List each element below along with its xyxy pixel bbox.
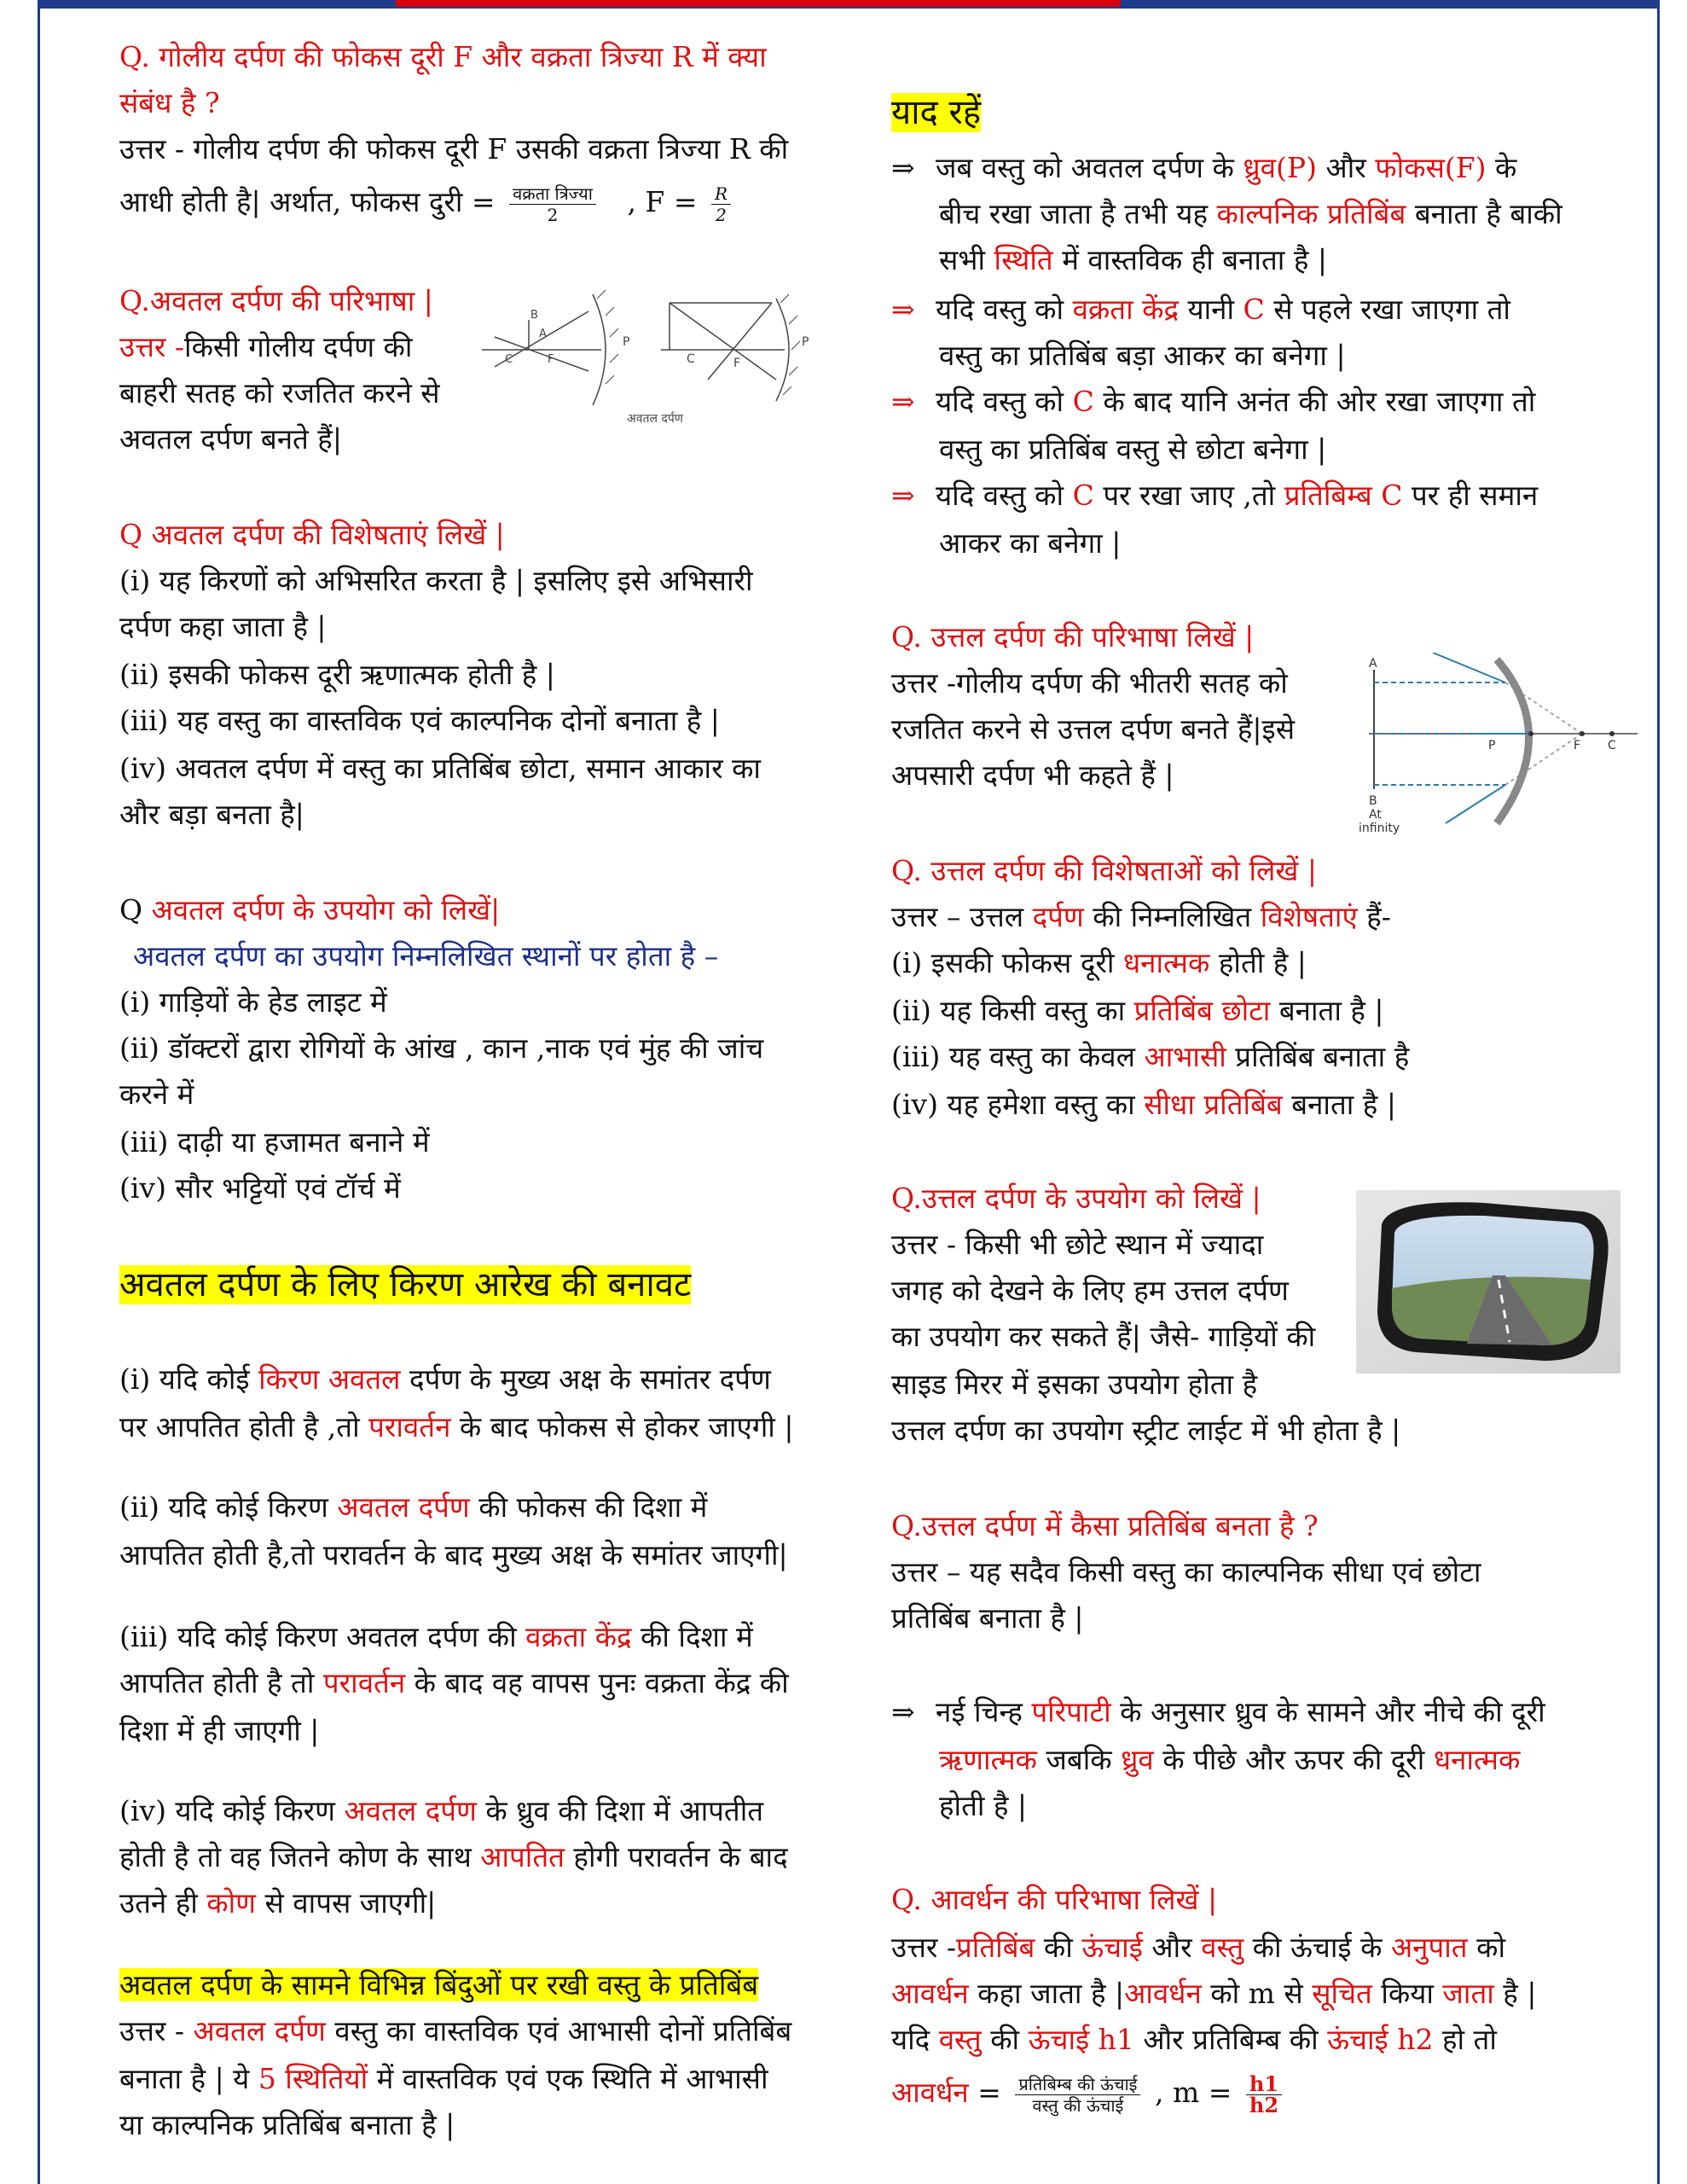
ray-rule-3-line3: दिशा में ही जाएगी | [119,1714,320,1747]
q1-answer: उत्तर - गोलीय दर्पण की फोकस दूरी F उसकी वक्रता त्रिज्या R की [119,132,789,166]
q6-item: (iii) यह वस्तु का केवल आभासी प्रतिबिंब बनाता है [891,1040,1410,1073]
images-answer: उत्तर - अवतल दर्पण वस्तु का वास्तविक एवं आभासी दोनों प्रतिबिंब [119,2014,792,2048]
q1-title: Q. गोलीय दर्पण की फोकस दूरी F और वक्रता त्रिज्या R में क्या [119,40,767,73]
ray-rule-3-line2: आपतित होती है तो परावर्तन के बाद वह वापस पुनः वक्रता केंद्र की [119,1666,789,1699]
q7-title: Q.उत्तल दर्पण के उपयोग को लिखें | [891,1182,1261,1215]
q8-answer-line2: प्रतिबिंब बनाता है | [891,1601,1084,1635]
top-banner [38,0,1660,9]
q6-title: Q. उत्तल दर्पण की विशेषताओं को लिखें | [891,854,1318,887]
q5-answer-line3: अपसारी दर्पण भी कहते हैं | [891,758,1174,792]
remember-point-3-line2: वस्तु का प्रतिबिंब वस्तु से छोटा बनेगा | [939,433,1327,466]
q5-answer-line2: रजतित करने से उत्तल दर्पण बनते हैं|इसे [891,712,1296,746]
ray-rule-4: (iv) यदि कोई किरण अवतल दर्पण के ध्रुव की दिशा में आपतीत [119,1794,764,1827]
yaad-heading: याद रहें [891,93,982,132]
q4-item: (iv) सौर भट्टियों एवं टॉर्च में [119,1171,401,1205]
q9-answer-line2: आवर्धन कहा जाता है |आवर्धन को m से सूचित किया जाता है | [891,1977,1537,2010]
ray-rule-1: (i) यदि कोई किरण अवतल दर्पण के मुख्य अक्ष के समांतर दर्पण [119,1362,771,1396]
convex-label-a: A [1369,657,1377,671]
convex-label-c: C [1608,739,1616,752]
q2-answer-line2: बाहरी सतह को रजतित करने से [119,376,440,410]
convex-label-b: B [1369,794,1377,808]
convex-label-p: P [1488,739,1496,752]
concave-mirror-diagram [478,286,819,431]
fraction-radius: $\frac{\text{वक्रता त्रिज्या}}{2}$ [509,183,596,225]
q5-answer: उत्तर -गोलीय दर्पण की भीतरी सतह को [891,666,1288,700]
svg-text:F: F [733,357,741,370]
q7-answer-line2: जगह को देखने के लिए हम उत्तल दर्पण [891,1274,1289,1307]
q9-answer-line3: यदि वस्तु की ऊंचाई h1 और प्रतिबिम्ब की ऊंचाई h2 हो तो [891,2023,1497,2056]
convex-label-at: At [1369,808,1382,822]
images-answer-line2: बनाता है | ये 5 स्थितियों में वास्तविक एवं एक स्थिति में आभासी [119,2062,768,2095]
q3-item: और बड़ा बनता है| [119,798,304,831]
q2-title: Q.अवतल दर्पण की परिभाषा | [119,284,433,317]
remember-point-2-line2: वस्तु का प्रतिबिंब बड़ा आकर का बनेगा | [939,339,1346,372]
ray-rule-4-line2: होती है तो वह जितने कोण के साथ आपतित होगी परावर्तन के बाद [119,1840,788,1873]
svg-text:C: C [505,353,513,366]
ray-rule-4-line3: उतने ही कोण से वापस जाएगी| [119,1886,437,1920]
sign-convention-line2: ऋणात्मक जबकि ध्रुव के पीछे और ऊपर की दूरी धनात्मक [939,1743,1521,1776]
q5-title: Q. उत्तल दर्पण की परिभाषा लिखें | [891,620,1255,653]
q4-item: (iii) दाढ़ी या हजामत बनाने में [119,1125,430,1159]
q9-title: Q. आवर्धन की परिभाषा लिखें | [891,1883,1218,1916]
remember-point-1-line3: सभी स्थिति में वास्तविक ही बनाता है | [939,243,1327,276]
ray-diagram-heading: अवतल दर्पण के लिए किरण आरेख की बनावट [119,1265,692,1304]
svg-text:A: A [539,328,547,340]
q1-title-cont: संबंध है ? [119,86,220,119]
q4-title: Q अवतल दर्पण के उपयोग को लिखें| [119,893,501,926]
q4-item: करने में [119,1077,194,1111]
svg-text:P: P [802,335,809,349]
q9-formula: आवर्धन = $\frac{\text{प्रतिबिम्ब की ऊंचाई}}{\text{वस्तु की ऊंचाई}}$ , m = $\frac{h1}{h2}$ [891,2070,1287,2116]
images-heading: अवतल दर्पण के सामने विभिन्न बिंदुओं पर रखी वस्तु के प्रतिबिंब [119,1968,759,2001]
q7-answer-line5: उत्तल दर्पण का उपयोग स्ट्रीट लाईट में भी होता है | [891,1414,1401,1447]
q9-answer: उत्तर -प्रतिबिंब की ऊंचाई और वस्तु की ऊंचाई के अनुपात को [891,1931,1505,1964]
q3-item: (i) यह किरणों को अभिसरित करता है | इसलिए इसे अभिसारी [119,564,753,597]
q4-item: (i) गाड़ियों के हेड लाइट में [119,985,387,1019]
ray-rule-2-line2: आपतित होती है,तो परावर्तन के बाद मुख्य अक्ष के समांतर जाएगी| [119,1538,788,1571]
ray-rule-2: (ii) यदि कोई किरण अवतल दर्पण की फोकस की दिशा में [119,1490,708,1524]
q6-intro: उत्तर – उत्तल दर्पण की निम्नलिखित विशेषताएं हैं- [891,900,1391,933]
remember-point-2: ⇒ यदि वस्तु को वक्रता केंद्र यानी C से पहले रखा जाएगा तो [891,293,1510,326]
sign-convention: ⇒ नई चिन्ह परिपाटी के अनुसार ध्रुव के सामने और नीचे की दूरी [891,1695,1545,1728]
svg-text:C: C [687,352,695,366]
sign-convention-line3: होती है | [939,1789,1028,1822]
q3-item: दर्पण कहा जाता है | [119,610,327,643]
fraction-r-over-2: $\frac{R}{2}$ [711,183,731,225]
svg-text:B: B [530,309,538,322]
q1-answer-line2: आधी होती है| अर्थात, फोकस दुरी = $\frac{\text{वक्रता त्रिज्या}}{2}$ , F = $\frac{R}{2}$ [119,179,736,225]
q8-title: Q.उत्तल दर्पण में कैसा प्रतिबिंब बनता है ? [891,1509,1319,1542]
q3-item: (iv) अवतल दर्पण में वस्तु का प्रतिबिंब छोटा, समान आकार का [119,752,761,785]
q3-title: Q अवतल दर्पण की विशेषताएं लिखें | [119,518,505,551]
q2-answer-line3: अवतल दर्पण बनते हैं| [119,422,342,456]
q8-answer: उत्तर – यह सदैव किसी वस्तु का काल्पनिक सीधा एवं छोटा [891,1555,1481,1589]
remember-point-4-line2: आकर का बनेगा | [939,526,1122,560]
remember-point-1: ⇒ जब वस्तु को अवतल दर्पण के ध्रुव(P) और फोकस(F) के [891,151,1517,184]
q3-item: (iii) यह वस्तु का वास्तविक एवं काल्पनिक दोनों बनाता है | [119,704,720,737]
h1-over-h2: $\frac{h1}{h2}$ [1246,2074,1282,2116]
images-answer-line3: या काल्पनिक प्रतिबिंब बनाता है | [119,2108,455,2141]
ray-rule-1-line2: पर आपतित होती है ,तो परावर्तन के बाद फोकस से होकर जाएगी | [119,1410,794,1443]
q2-answer: उत्तर -किसी गोलीय दर्पण की [119,330,413,363]
q6-item: (i) इसकी फोकस दूरी धनात्मक होती है | [891,946,1307,979]
remember-point-4: ⇒ यदि वस्तु को C पर रखा जाए ,तो प्रतिबिम्ब C पर ही समान [891,479,1539,512]
convex-label-infinity: infinity [1359,822,1400,835]
q6-item: (ii) यह किसी वस्तु का प्रतिबिंब छोटा बनाता है | [891,994,1384,1027]
magnification-fraction: $\frac{\text{प्रतिबिम्ब की ऊंचाई}}{\text{वस्तु की ऊंचाई}}$ [1015,2074,1140,2116]
q4-subtitle: अवतल दर्पण का उपयोग निम्नलिखित स्थानों पर होता है – [133,939,719,973]
q6-item: (iv) यह हमेशा वस्तु का सीधा प्रतिबिंब बनाता है | [891,1088,1396,1121]
svg-text:F: F [548,353,554,366]
ray-rule-3: (iii) यदि कोई किरण अवतल दर्पण की वक्रता केंद्र की दिशा में [119,1620,753,1653]
q3-item: (ii) इसकी फोकस दूरी ऋणात्मक होती है | [119,658,555,691]
remember-point-3: ⇒ यदि वस्तु को C के बाद यानि अनंत की ओर रखा जाएगा तो [891,385,1536,418]
convex-label-f: F [1574,739,1581,752]
q4-item: (ii) डॉक्टरों द्वारा रोगियों के आंख , कान ,नाक एवं मुंह की जांच [119,1031,764,1065]
convex-mirror-diagram [1352,653,1642,836]
svg-text:P: P [623,335,630,349]
concave-caption: अवतल दर्पण [627,412,683,426]
q7-answer-line4: साइड मिरर में इसका उपयोग होता है [891,1368,1258,1401]
remember-point-1-line2: बीच रखा जाता है तभी यह काल्पनिक प्रतिबिंब बनाता है बाकी [939,197,1562,230]
q7-answer-line3: का उपयोग कर सकते हैं| जैसे- गाड़ियों की [891,1320,1316,1353]
q7-answer: उत्तर - किसी भी छोटे स्थान में ज्यादा [891,1228,1264,1261]
side-mirror-photo [1356,1190,1620,1374]
